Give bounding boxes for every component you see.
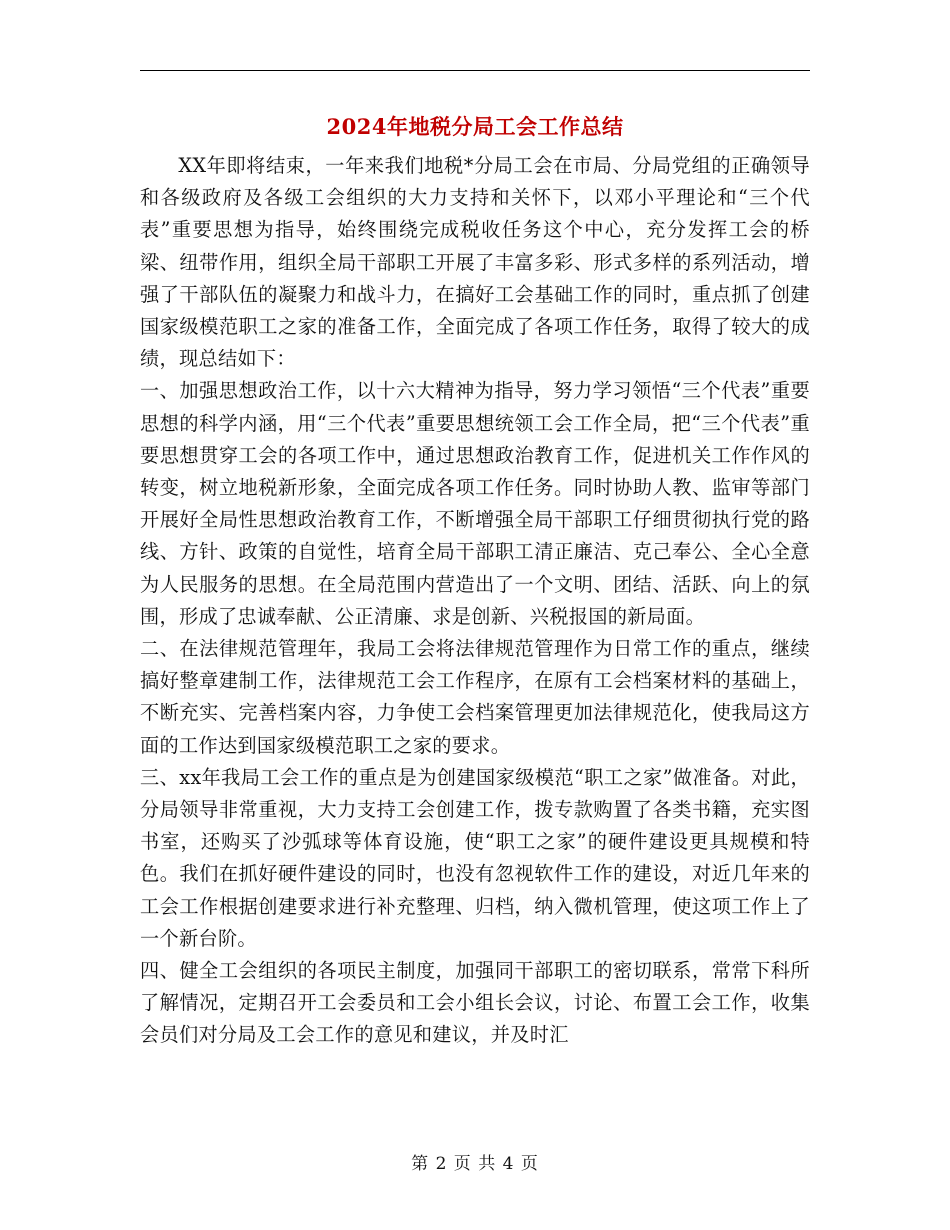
paragraph-section-1: 一、加强思想政治工作，以十六大精神为指导，努力学习领悟“三个代表”重要思想的科学内涵，用“三个代表”重要思想统领工会工作全局，把“三个代表”重要思想贯穿工会的各项工作中，通过思想政治教育工作，促进机关工作作风的转变，树立地税新形象，全面完成各项工作任务。同时协助人教、监审等部门开展好全局性思想政治教育工作，不断增强全局干部职工仔细贯彻执行党的路线、方针、政策的自觉性，培育全局干部职工清正廉洁、克己奉公、全心全意为人民服务的思想。在全局范围内营造出了一个文明、团结、活跃、向上的氛围，形成了忠诚奉献、公正清廉、求是创新、兴税报国的新局面。 <box>140 379 810 628</box>
document-body <box>140 150 810 1052</box>
paragraph-section-2: 二、在法律规范管理年，我局工会将法律规范管理作为日常工作的重点，继续搞好整章建制工作，法律规范工会工作程序，在原有工会档案材料的基础上，不断充实、完善档案内容，力争使工会档案管理更加法律规范化，使我局这方面的工作达到国家级模范职工之家的要求。 <box>140 637 810 757</box>
page-number-footer: 第 2 页 共 4 页 <box>411 1154 539 1174</box>
paragraph-intro: XX年即将结束，一年来我们地税*分局工会在市局、分局党组的正确领导和各级政府及各级工会组织的大力支持和关怀下，以邓小平理论和“三个代表”重要思想为指导，始终围绕完成税收任务这个中心，充分发挥工会的桥梁、纽带作用，组织全局干部职工开展了丰富多彩、形式多样的系列活动，增强了干部队伍的凝聚力和战斗力，在搞好工会基础工作的同时，重点抓了创建国家级模范职工之家的准备工作，全面完成了各项工作任务，取得了较大的成绩，现总结如下： <box>140 154 810 371</box>
document-title: 2024年地税分局工会工作总结 <box>326 114 624 139</box>
paragraph-section-3: 三、xx年我局工会工作的重点是为创建国家级模范“职工之家”做准备。对此，分局领导非常重视，大力支持工会创建工作，拨专款购置了各类书籍，充实图书室，还购买了沙弧球等体育设施，使“职工之家”的硬件建设更具规模和特色。我们在抓好硬件建设的同时，也没有忽视软件工作的建设，对近几年来的工会工作根据创建要求进行补充整理、归档，纳入微机管理，使这项工作上了一个新台阶。 <box>140 765 810 950</box>
paragraph-section-4: 四、健全工会组织的各项民主制度，加强同干部职工的密切联系，常常下科所了解情况，定期召开工会委员和工会小组长会议，讨论、布置工会工作，收集会员们对分局及工会工作的意见和建议，并及时汇 <box>140 959 810 1047</box>
header-rule <box>140 70 810 71</box>
